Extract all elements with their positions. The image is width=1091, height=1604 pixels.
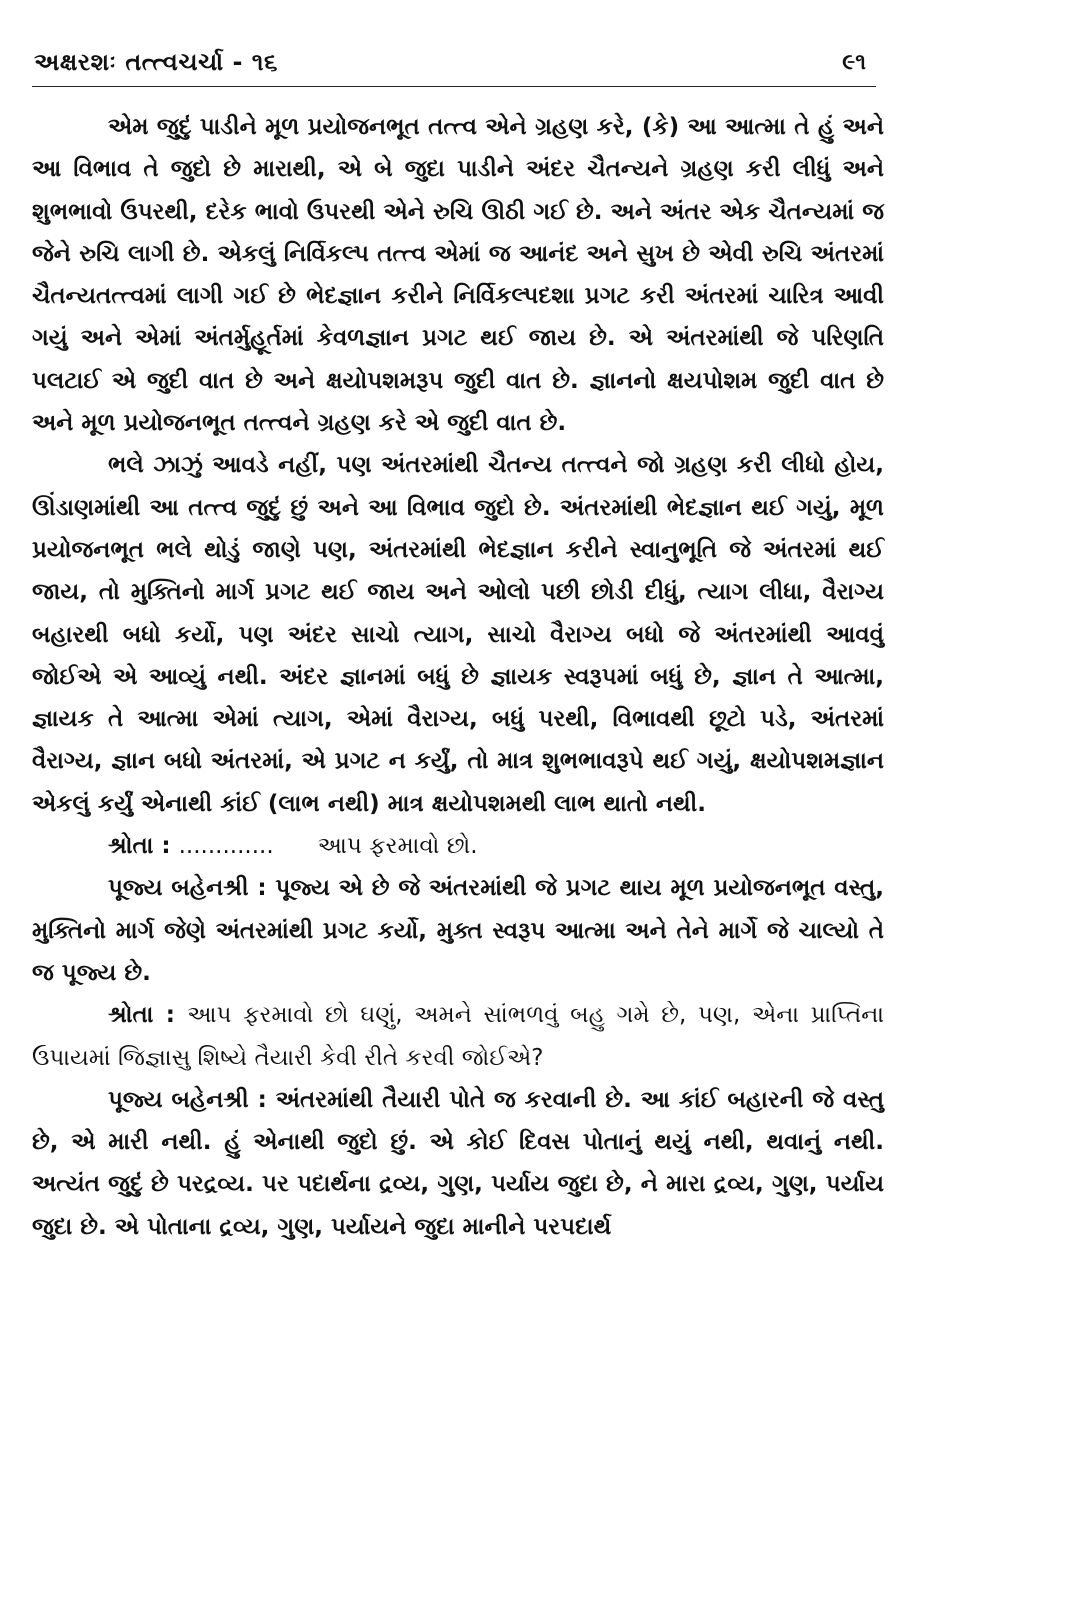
speaker-label: શ્રોતા : xyxy=(108,833,171,860)
running-head: અક્ષરશઃ તત્ત્વચર્ચા - ૧૬ xyxy=(34,48,278,76)
paragraph xyxy=(32,106,884,444)
speaker-label: પૂજ્ય બહેનશ્રી : xyxy=(108,1086,267,1113)
paragraph-text: ભલે ઝાઝું આવડે નહીં, પણ અંતરમાંથી ચૈતન્ય તત્ત્વને જો ગ્રહણ કરી લીધો હોય, ઊંડાણમાંથી આ તત્ત્વ જુદું છું અને આ વિભાવ જુદો છે. અંતરમાંથી ભેદજ્ઞાન થઈ ગયું, મૂળ પ્રયોજનભૂત ભલે થોડું જાણે પણ, અંતરમાંથી ભેદજ્ઞાન કરીને સ્વાનુભૂતિ જે અંતરમાં થઈ જાય, તો મુક્તિનો માર્ગ પ્રગટ થઈ જાય અને ઓલો પછી છોડી દીધું, ત્યાગ લીધા, વૈરાગ્ય બહારથી બધો કર્યો, પણ અંદર સાચો ત્યાગ, સાચો વૈરાગ્ય બધો જે અંતરમાંથી આવવું જોઈએ એ આવ્યું નથી. અંદર જ્ઞાનમાં બધું છે જ્ઞાયક સ્વરૂપમાં બધું છે, જ્ઞાન તે આત્મા, જ્ઞાયક તે આત્મા એમાં ત્યાગ, એમાં વૈરાગ્ય, બધું પરથી, વિભાવથી છૂટો પડે, અંતરમાં વૈરાગ્ય, જ્ઞાન બધો અંતરમાં, એ પ્રગટ ન કર્યું, તો માત્ર શુભભાવરૂપે થઈ ગયું, ક્ષયોપશમજ્ઞાન એકલું કર્યું એનાથી કાંઈ (લાભ નથી) માત્ર ક્ષયોપશમથી લાભ થાતો નથી. xyxy=(32,452,884,817)
speaker-label: શ્રોતા : xyxy=(108,1002,175,1029)
page-number: ૯૧ xyxy=(842,50,866,75)
speaker-text: આપ ફરમાવો છો. xyxy=(317,833,478,860)
paragraph-text: એમ જુદું પાડીને મૂળ પ્રયોજનભૂત તત્ત્વ એને ગ્રહણ કરે, (કે) આ આત્મા તે હું અને આ વિભાવ તે જુદો છે મારાથી, એ બે જુદા પાડીને અંદર ચૈતન્યને ગ્રહણ કરી લીધું અને શુભભાવો ઉપરથી, દરેક ભાવો ઉપરથી એને રુચિ ઊઠી ગઈ છે. અને અંતર એક ચૈતન્યમાં જ જેને રુચિ લાગી છે. એકલું નિર્વિકલ્પ તત્ત્વ એમાં જ આનંદ અને સુખ છે એવી રુચિ અંતરમાં ચૈતન્યતત્ત્વમાં લાગી ગઈ છે ભેદજ્ઞાન કરીને નિર્વિકલ્પદશા પ્રગટ કરી અંતરમાં ચારિત્ર આવી ગયું અને એમાં અંતર્મુહૂર્તમાં કેવળજ્ઞાન પ્રગટ થઈ જાય છે. એ અંતરમાંથી જે પરિણતિ પલટાઈ એ જુદી વાત છે અને ક્ષયોપશમરૂપ જુદી વાત છે. જ્ઞાનનો ક્ષયપોશમ જુદી વાત છે અને મૂળ પ્રયોજનભૂત તત્ત્વને ગ્રહણ કરે એ જુદી વાત છે. xyxy=(32,114,884,437)
speaker-text: આપ ફરમાવો છો ઘણું, અમને સાંભળવું બહુ ગમે છે, પણ, એના પ્રાપ્તિના ઉપાયમાં જિજ્ઞાસુ શિષ્યે તૈયારી કેવી રીતે કરવી જોઈએ? xyxy=(32,1002,884,1071)
dialogue-paragraph xyxy=(32,994,884,1079)
page-header xyxy=(32,44,876,87)
speaker-text: અંતરમાંથી તૈયારી પોતે જ કરવાની છે. આ કાંઈ બહારની જે વસ્તુ છે, એ મારી નથી. હું એનાથી જુદો છું. એ કોઈ દિવસ પોતાનું થયું નથી, થવાનું નથી. અત્યંત જુદું છે પરદ્રવ્ય. પર પદાર્થના દ્રવ્ય, ગુણ, પર્યાય જુદા છે, ને મારા દ્રવ્ય, ગુણ, પર્યાય જુદા છે. એ પોતાના દ્રવ્ય, ગુણ, પર્યાયને જુદા માનીને પરપદાર્થ xyxy=(32,1086,885,1240)
dialogue-paragraph xyxy=(32,867,884,994)
dialogue-paragraph xyxy=(32,825,884,867)
dialogue-paragraph xyxy=(32,1079,884,1248)
speaker-label: પૂજ્ય બહેનશ્રી : xyxy=(108,875,267,902)
paragraph xyxy=(32,444,884,825)
body-text xyxy=(32,106,884,1248)
ellipsis-dots: ............. xyxy=(178,833,274,860)
speaker-text: પૂજ્ય એ છે જે અંતરમાંથી જે પ્રગટ થાય મૂળ પ્રયોજનભૂત વસ્તુ, મુક્તિનો માર્ગ જેણે અંતરમાંથી પ્રગટ કર્યો, મુક્ત સ્વરૂપ આત્મા અને તેને માર્ગે જે ચાલ્યો તે જ પૂજ્ય છે. xyxy=(32,875,884,986)
